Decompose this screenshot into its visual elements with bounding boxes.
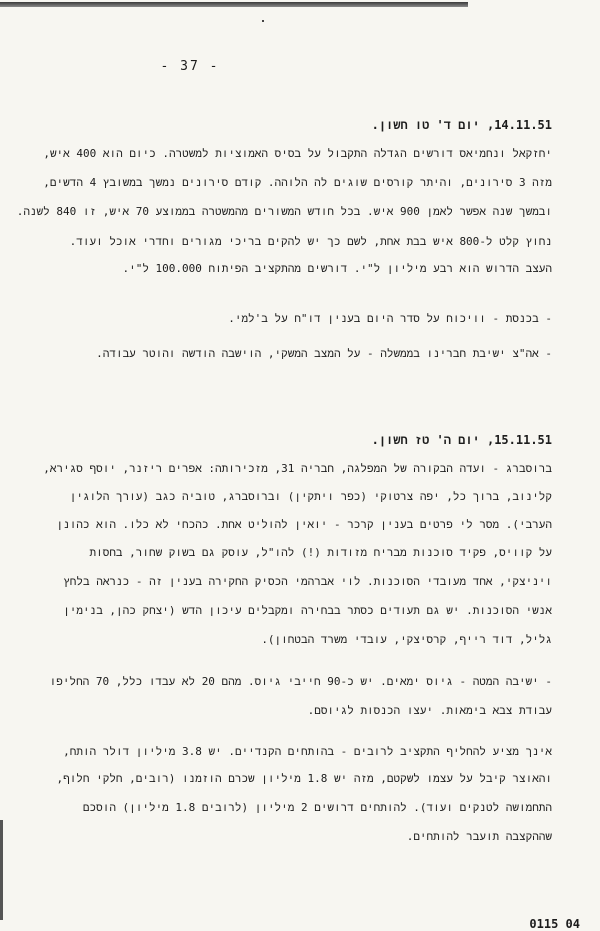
entry-line: אינך מציע להחליף התקציב לרובים - בהותחים הקנדיים. יש 3.8 מיליון דולר הותח, xyxy=(63,745,552,758)
entry-line: ברוסברג - ועדה הבקורה של המפלגה, חבריה 31, מזכירותה: אפרים ריזנר, יוסף סגירא, xyxy=(43,462,552,475)
entry-heading: 14.11.51, יום ד' טו חשון. xyxy=(371,118,552,132)
entry-line: - בכנסת - וויכוח על סדר היום בענין דו"ח על ב'למי. xyxy=(228,312,552,325)
archive-number: 0115 04 xyxy=(529,917,580,931)
page-number: - 37 - xyxy=(160,59,220,74)
entry-line: נחוץ קלט ל-800 איש בבת אחת, לשם כך יש להקים בריכי מגורים וחדרי אוכל ועוד. xyxy=(69,235,552,248)
scan-top-edge xyxy=(0,2,468,7)
entry-line: יחזקאל ונחמיאס דורשים הגדלה התקבול על בסיס האמוציות למשטרה. כיום הוא 400 איש, xyxy=(43,147,552,160)
entry-line: והאוצר קיבל על עצמו לשקטם, מזה יש 1.8 מיליון שכרם הוזמנו (רובים, חלקי חלוף, xyxy=(56,772,552,785)
entry-line: גליל, דוד רייף, קרסיצקי, עובדי משרד הבטחון). xyxy=(261,633,552,646)
entry-line: שההקצבה תועבר להותחים. xyxy=(406,830,552,843)
entry-line: - אה"צ ישיבת חברינו בממשלה - על המצב המשקי, הוישבה הודשה והוטר עבודה. xyxy=(96,347,552,360)
entry-heading: 15.11.51, יום ה' טז חשון. xyxy=(371,433,552,447)
entry-line: מזה 3 סירונים, והיתר קורסים שוגים לה הלוהה. קודם סירונים נמשך במשובץ 4 הדשים, xyxy=(43,176,552,189)
scan-left-edge xyxy=(0,820,3,920)
entry-line: על קוויס, פקיד סוכנות מבריח מזודות (!) להו"ל, עוסק גם בשוק שחור, בחסות xyxy=(89,546,552,559)
scan-speck xyxy=(262,20,264,22)
entry-line: ובמשך שנה אפשר לאמן 900 איש. בכל חודש המשורים מהמשטרה בממוצע 70 איש, זו 840 לשנה. xyxy=(16,205,552,218)
entry-line: התחמושה לטנקים ועוד). להותחים דרושים 2 מיליון (לרובים 1.8 מיליון) הוסכם xyxy=(82,801,552,814)
entry-line: - ישיבה המטה - גיוס ימאים. יש כ-90 חייבי גיוס. מהם 20 לא עבדו כלל, 70 החליפו xyxy=(49,675,552,688)
entry-line: ויניצקי, אחד מעובדי הסוכנות. לוי אברהמי הכסיק החקירה בענין זה - כנראה בלחץ xyxy=(63,575,552,588)
entry-line: הערבי). מסר לי פרטים בענין קרכר - יואין להוליט אחת. כהכחי לא כלו. הוא כהונן xyxy=(56,518,552,531)
entry-line: קלינוב, ברוך כל, יפה צרטוקי (כפר ויתקין) וברוסברג, טוביה כגב (עורך הלוגין xyxy=(69,490,552,503)
entry-line: עבודת צבא בימאות. יעצו הכנסות לגיוסם. xyxy=(307,704,552,717)
entry-line: אנשי הסוכנות. יש גם תעודים כסתר בבחירה ומקבלים עיכון הדש (יצחק כהן, בנימין xyxy=(63,604,552,617)
entry-line: העצב הדרוש הוא רבע מיליון ל"י. דורשים מהתקציב הפיתוח 100.000 ל"י. xyxy=(122,262,552,275)
